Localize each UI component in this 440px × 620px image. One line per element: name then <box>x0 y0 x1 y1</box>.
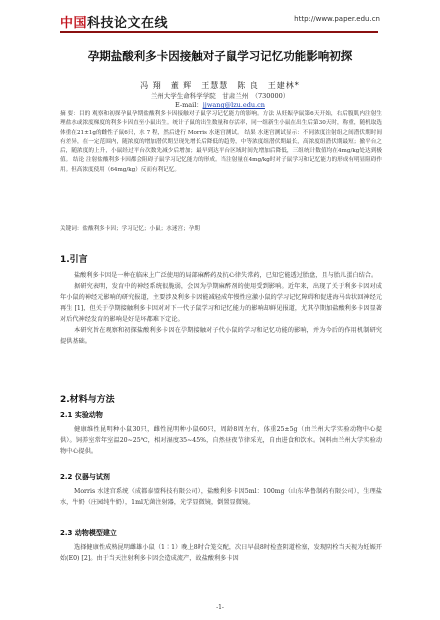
animals-body <box>60 424 382 457</box>
email-label: E-mail： <box>175 101 203 109</box>
instruments-paragraph: Morris 水迷宫系统（成都泰盟科技有限公司），盐酸利多卡因5ml：100mg（山东华鲁制药有限公司），生理盐水，牛奶（庄园纯牛奶），1ml无菌注射器，光学显微镜，倒置显微镜。 <box>60 488 382 506</box>
intro-body <box>60 270 382 347</box>
author-list: 冯 翔 董 辉 王慧慧 陈 良 王建林* <box>140 81 300 90</box>
intro-paragraph-1: 盐酸利多卡因是一种在临床上广泛使用的局部麻醉药及抗心律失常药，已知它能透过胎盘，且与胎儿蛋白结合。 <box>74 272 378 279</box>
paper-title: 孕期盐酸利多卡因接触对子鼠学习记忆功能影响初探 <box>87 49 353 63</box>
site-header <box>0 0 440 34</box>
site-logo[interactable] <box>60 12 168 31</box>
keywords: 关键词：盐酸利多卡因；学习记忆；小鼠；水迷宫；孕期 <box>60 226 200 232</box>
subsection-heading-animals: 2.1 实验动物 <box>60 411 103 419</box>
email-line <box>40 100 400 109</box>
instruments-body <box>60 486 382 508</box>
intro-paragraph-3: 本研究旨在观察和初探盐酸利多卡因在孕期接触对子代小鼠的学习和记忆功能的影响，并为今后的作用机制研究提供基础。 <box>60 327 382 345</box>
model-paragraph: 选择健康性成熟昆明雌雄小鼠（1∶1）晚上8时合笼交配，次日早晨8时检查阴道栓塞，发现阴栓当天视为妊娠开始(E0) [2]。由于当天注射利多卡因会造成流产，故盐酸利多卡因 <box>60 544 382 562</box>
section-heading-methods: 2.材料与方法 <box>60 395 115 405</box>
logo-cn: 中国 <box>60 16 88 31</box>
animals-paragraph: 健康维性昆明种小鼠30只，雌性昆明种小鼠60只，周龄8周左右，体重25±5g（由兰州大学实验动物中心提供）。饲养室常年室温20~25℃，相对湿度35~45%，自然昼夜节律采光，自由进食和饮水。饲料由兰州大学实验动物中心提供。 <box>60 426 382 455</box>
affiliation: 兰州大学生命科学学院 甘肃兰州 （730000） <box>150 92 290 100</box>
site-url[interactable]: http://www.paper.edu.cn <box>294 15 380 23</box>
header-rule <box>60 31 378 33</box>
subsection-heading-instruments: 2.2 仪器与试剂 <box>60 473 110 481</box>
section-heading-intro: 1.引言 <box>60 255 88 265</box>
subsection-heading-model: 2.3 动物模型建立 <box>60 529 117 537</box>
email-link[interactable]: jjwang@lzu.edu.cn <box>202 101 265 109</box>
page-number: -1- <box>216 604 224 611</box>
logo-text: 科技论文在线 <box>87 16 169 31</box>
intro-paragraph-2: 据研究表明，发育中的神经系统很脆弱，会因为孕期麻醉剂的使用受到影响。近年来，出现了关于利多卡因对成年小鼠的神经元影响的研究报道，主要涉及利多卡因能减轻成年慢性应激小鼠的学习记忆障碍和促进海马齿状回神经元再生 [1]，但关于孕期接触利多卡因对对下一代子鼠学习和记忆能力的影响却鲜见报道，尤其孕期加盐酸利多卡因显著对后代神经发育的影响是好是坏都难下定论。 <box>60 283 382 323</box>
model-body <box>60 542 382 564</box>
abstract: 摘 要：目的 观察和初探孕鼠孕期盐酸利多卡因接触对子鼠学习记忆能力的影响。方法 从妊娠孕鼠第6天开始，右后腹肌内注射生理盐水或浓度梯度的利多卡因直至小鼠出生。统计子鼠的出生数量和存活率，同一组新生小鼠在出生后第30天时，称重，随机取选体重在21±1g的雌性子鼠6只，水 7 程，然后进行 Morris 水迷宫测试。 结果 水迷宫测试显示：不同浓度注射组之间潜伏期时间有差异，在一定范围内，随浓度的增加潜伏期呈现先增长后降低的趋势，中等浓度组潜伏期最长，高浓度组潜伏期最短；撤平台之后，随浓度的上升，小鼠经过平台次数先减少后增加；最早到达平台区域时间先增加后降低，三组统计数值均在4mg/kg处达到极值。 结论 注射盐酸利多卡因都会阻碍子鼠学习记忆能力的形成。当注射量在4mg/kg时对子鼠学习和记忆能力的形成有明显阻碍作用。但高浓度使用（64mg/kg）反而有利记忆。 <box>60 111 382 173</box>
